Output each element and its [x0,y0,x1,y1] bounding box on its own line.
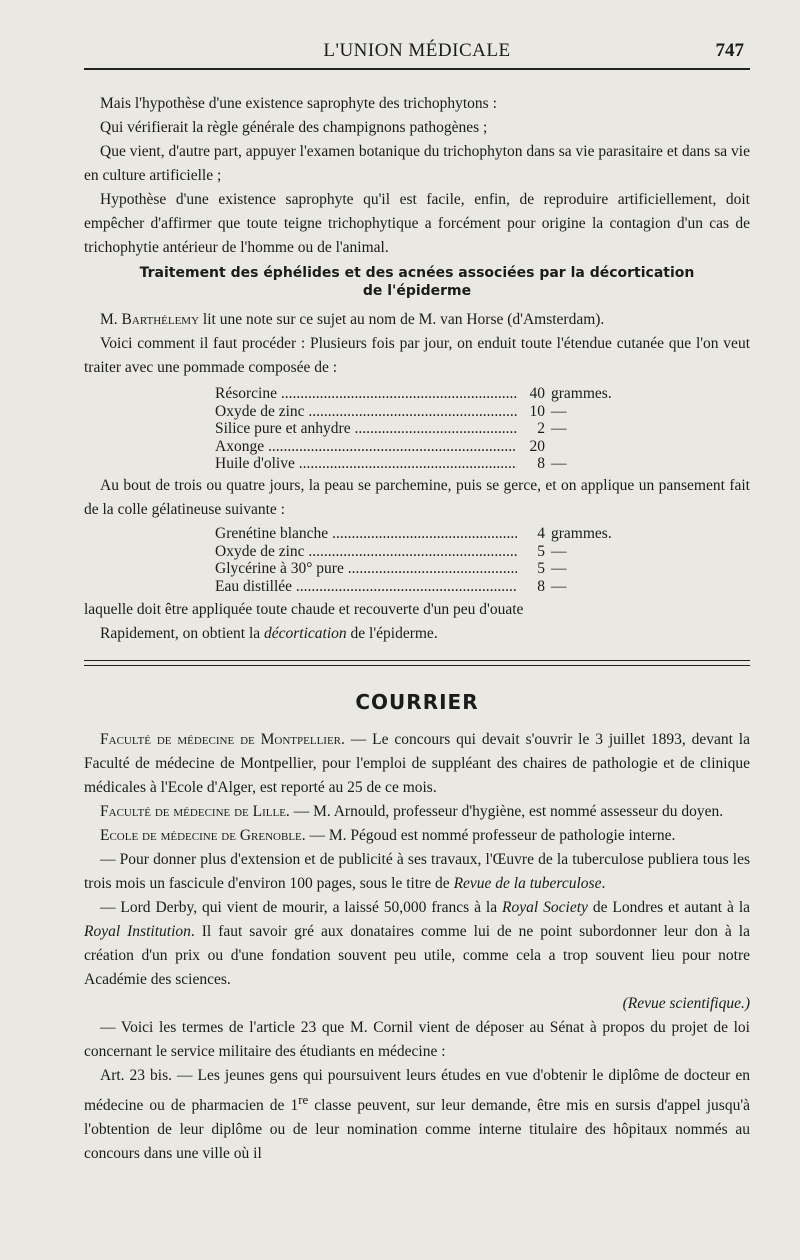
intro-block [84,92,750,260]
section-title [84,264,750,300]
section-title-line: Traitement des éphélides et des acnées associées par la décortication [139,265,695,281]
section-middle [84,474,750,522]
section-intro [84,308,750,380]
recipe-colle [215,525,635,595]
recipe-row: Oxyde de zinc ..... 5 — [215,543,635,561]
section-title-line: de l'épiderme [362,283,472,299]
source-citation: (Revue scientifique.) [622,995,750,1012]
recipe-row: Huile d'olive ..... 8 — [215,455,635,473]
courrier-block [84,728,750,1166]
courrier-item: — Pour donner plus d'extension et de publicité à ses travaux, l'Œuvre de la tuberculose publiera tous les trois mois un fascicule d'environ 100 pages, sous le titre de Revue de la tuberculose. [84,851,750,892]
section-paragraph: Rapidement, on obtient la décortication de l'épiderme. [100,625,438,642]
section-end [84,598,750,646]
recipe-pommade [215,385,635,473]
section-paragraph: Au bout de trois ou quatre jours, la peau se parchemine, puis se gerce, et on applique un pansement fait de la colle gélatineuse suivante : [84,477,750,518]
recipe-row: Résorcine ..... 40 grammes. [215,385,635,403]
recipe-row: Eau distillée ..... 8 — [215,578,635,596]
recipe-row: Oxyde de zinc ..... 10 — [215,403,635,421]
speaker-name: M. Barthélemy [100,311,200,328]
courrier-item: Faculté de médecine de Lille. — M. Arnould, professeur d'hygiène, est nommé assesseur du doyen. [100,803,724,820]
courrier-item: Faculté de médecine de Montpellier. — Le concours qui devait s'ouvrir le 3 juillet 1893, devant la Faculté de médecine de Montpellier, pour l'emploi de suppléant des chaires de pathologie et de clinique médicales à l'Ecole d'Alger, est reporté au 25 de ce mois. [84,731,750,796]
courrier-label: Ecole de médecine de Grenoble. [100,827,306,844]
courrier-label: Faculté de médecine de Lille. [100,803,290,820]
journal-title: L'UNION MÉDICALE [323,40,511,61]
section-divider [84,660,750,666]
recipe-row: Grenétine blanche ..... 4 grammes. [215,525,635,543]
section-paragraph-text: lit une note sur ce sujet au nom de M. van Horse (d'Amsterdam). [199,311,605,328]
intro-paragraph: Hypothèse d'une existence saprophyte qu'il est facile, enfin, de reproduire artificiellement, doit empêcher d'affirmer que toute teigne trichophytique a forcément pour origine la contagion d'un cas de trichophytie antérieur de l'homme ou de l'animal. [84,191,750,256]
section-paragraph: Voici comment il faut procéder : Plusieurs fois par jour, on enduit toute l'étendue cutanée que l'on veut traiter avec une pommade composée de : [84,335,750,376]
courrier-label: Faculté de médecine de Montpellier. [100,731,345,748]
courrier-item: Ecole de médecine de Grenoble. — M. Pégoud est nommé professeur de pathologie interne. [100,827,676,844]
intro-paragraph: Mais l'hypothèse d'une existence saprophyte des trichophytons : [100,95,497,112]
courrier-item: Art. 23 bis. — Les jeunes gens qui poursuivent leurs études en vue d'obtenir le diplôme de docteur en médecine ou de pharmacien de 1re classe peuvent, sur leur demande, être mis en sursis d'appel jusqu'à l'obtention de leur diplôme ou de leur nomination comme interne titulaire des hôpitaux nommés au concours dans une ville où il [84,1067,751,1163]
page-number: 747 [715,40,744,61]
header-rule [84,68,750,70]
recipe-row: Axonge ..... 20 [215,438,635,456]
recipe-row: Glycérine à 30° pure ..... 5 — [215,560,635,578]
section-paragraph [84,308,750,332]
intro-paragraph: Qui vérifierait la règle générale des champignons pathogènes ; [100,119,488,136]
courrier-item: — Voici les termes de l'article 23 que M. Cornil vient de déposer au Sénat à propos du projet de loi concernant le service militaire des étudiants en médecine : [84,1019,750,1060]
courrier-title: COURRIER [355,690,479,714]
intro-paragraph: Que vient, d'autre part, appuyer l'examen botanique du trichophyton dans sa vie parasitaire et dans sa vie en culture artificielle ; [84,143,750,184]
recipe-row: Silice pure et anhydre ..... 2 — [215,420,635,438]
page-header [84,36,750,66]
section-paragraph: laquelle doit être appliquée toute chaude et recouverte d'un peu d'ouate [84,601,524,618]
courrier-item: — Lord Derby, qui vient de mourir, a laissé 50,000 francs à la Royal Society de Londres et autant à la Royal Institution. Il faut savoir gré aux donataires comme lui de ne point subordonner leur don à la création d'un prix ou d'une fondation souvent peu utile, comme cela a trop souvent lieu pour notre Académie des sciences. [84,899,751,988]
